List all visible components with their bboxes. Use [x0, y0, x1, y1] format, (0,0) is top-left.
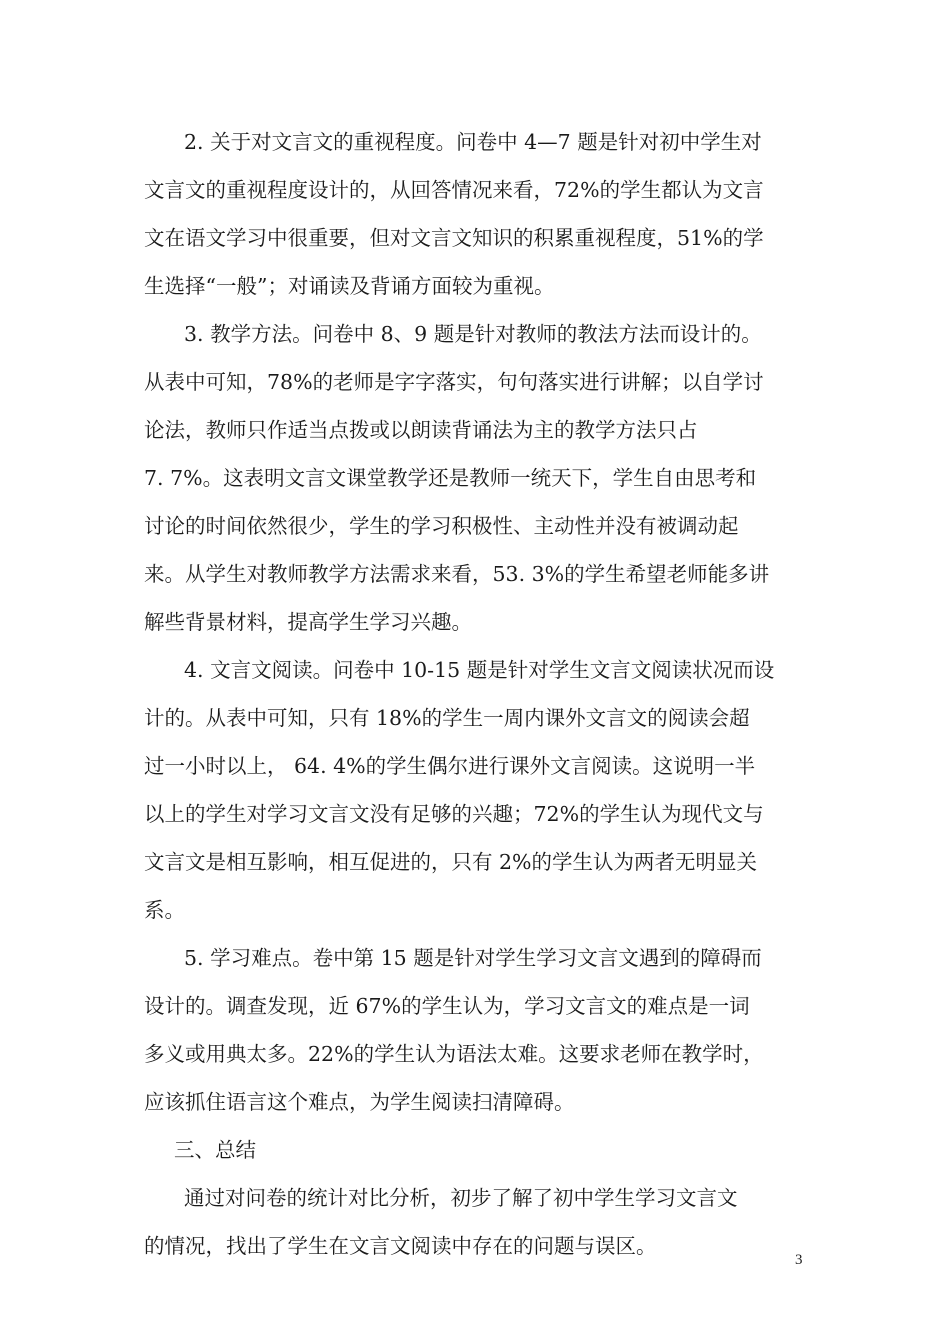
paragraph-2-line-1: 2. 关于对文言文的重视程度。问卷中 4—7 题是针对初中学生对	[184, 130, 762, 154]
paragraph-3-line-2: 从表中可知，78%的老师是字字落实，句句落实进行讲解；以自学讨	[144, 370, 764, 394]
paragraph-2-line-4: 生选择“一般”；对诵读及背诵方面较为重视。	[144, 274, 555, 298]
paragraph-4-line-2: 计的。从表中可知，只有 18%的学生一周内课外文言文的阅读会超	[144, 706, 750, 730]
paragraph-3-line-7: 解些背景材料，提高学生学习兴趣。	[144, 610, 472, 634]
paragraph-4-line-3: 过一小时以上， 64. 4%的学生偶尔进行课外文言阅读。这说明一半	[144, 754, 756, 778]
summary-line-2: 的情况，找出了学生在文言文阅读中存在的问题与误区。	[144, 1234, 657, 1258]
paragraph-3-line-4: 7. 7%。这表明文言文课堂教学还是教师一统天下，学生自由思考和	[144, 466, 757, 490]
paragraph-2-line-2: 文言文的重视程度设计的，从回答情况来看，72%的学生都认为文言	[144, 178, 764, 202]
paragraph-3-line-3: 论法，教师只作适当点拨或以朗读背诵法为主的教学方法只占	[144, 418, 698, 442]
paragraph-3-line-1: 3. 教学方法。问卷中 8、9 题是针对教师的教法方法而设计的。	[184, 322, 762, 346]
paragraph-5-line-1: 5. 学习难点。卷中第 15 题是针对学生学习文言文遇到的障碍而	[184, 946, 762, 970]
summary-line-1: 通过对问卷的统计对比分析，初步了解了初中学生学习文言文	[184, 1186, 738, 1210]
paragraph-4-line-6: 系。	[144, 898, 185, 922]
paragraph-5-line-3: 多义或用典太多。22%的学生认为语法太难。这要求老师在教学时，	[144, 1042, 764, 1066]
paragraph-4-line-4: 以上的学生对学习文言文没有足够的兴趣；72%的学生认为现代文与	[144, 802, 764, 826]
page-number: 3	[795, 1252, 803, 1268]
paragraph-3-line-6: 来。从学生对教师教学方法需求来看，53. 3%的学生希望老师能多讲	[144, 562, 770, 586]
body-text	[144, 118, 808, 1270]
section-heading-summary: 三、总结	[174, 1138, 256, 1162]
paragraph-5-line-4: 应该抓住语言这个难点，为学生阅读扫清障碍。	[144, 1090, 575, 1114]
paragraph-4-line-1: 4. 文言文阅读。问卷中 10-15 题是针对学生文言文阅读状况而设	[184, 658, 775, 682]
paragraph-5-line-2: 设计的。调查发现，近 67%的学生认为，学习文言文的难点是一词	[144, 994, 750, 1018]
paragraph-3-line-5: 讨论的时间依然很少，学生的学习积极性、主动性并没有被调动起	[144, 514, 739, 538]
paragraph-4-line-5: 文言文是相互影响，相互促进的，只有 2%的学生认为两者无明显关	[144, 850, 758, 874]
paragraph-2-line-3: 文在语文学习中很重要，但对文言文知识的积累重视程度，51%的学	[144, 226, 764, 250]
